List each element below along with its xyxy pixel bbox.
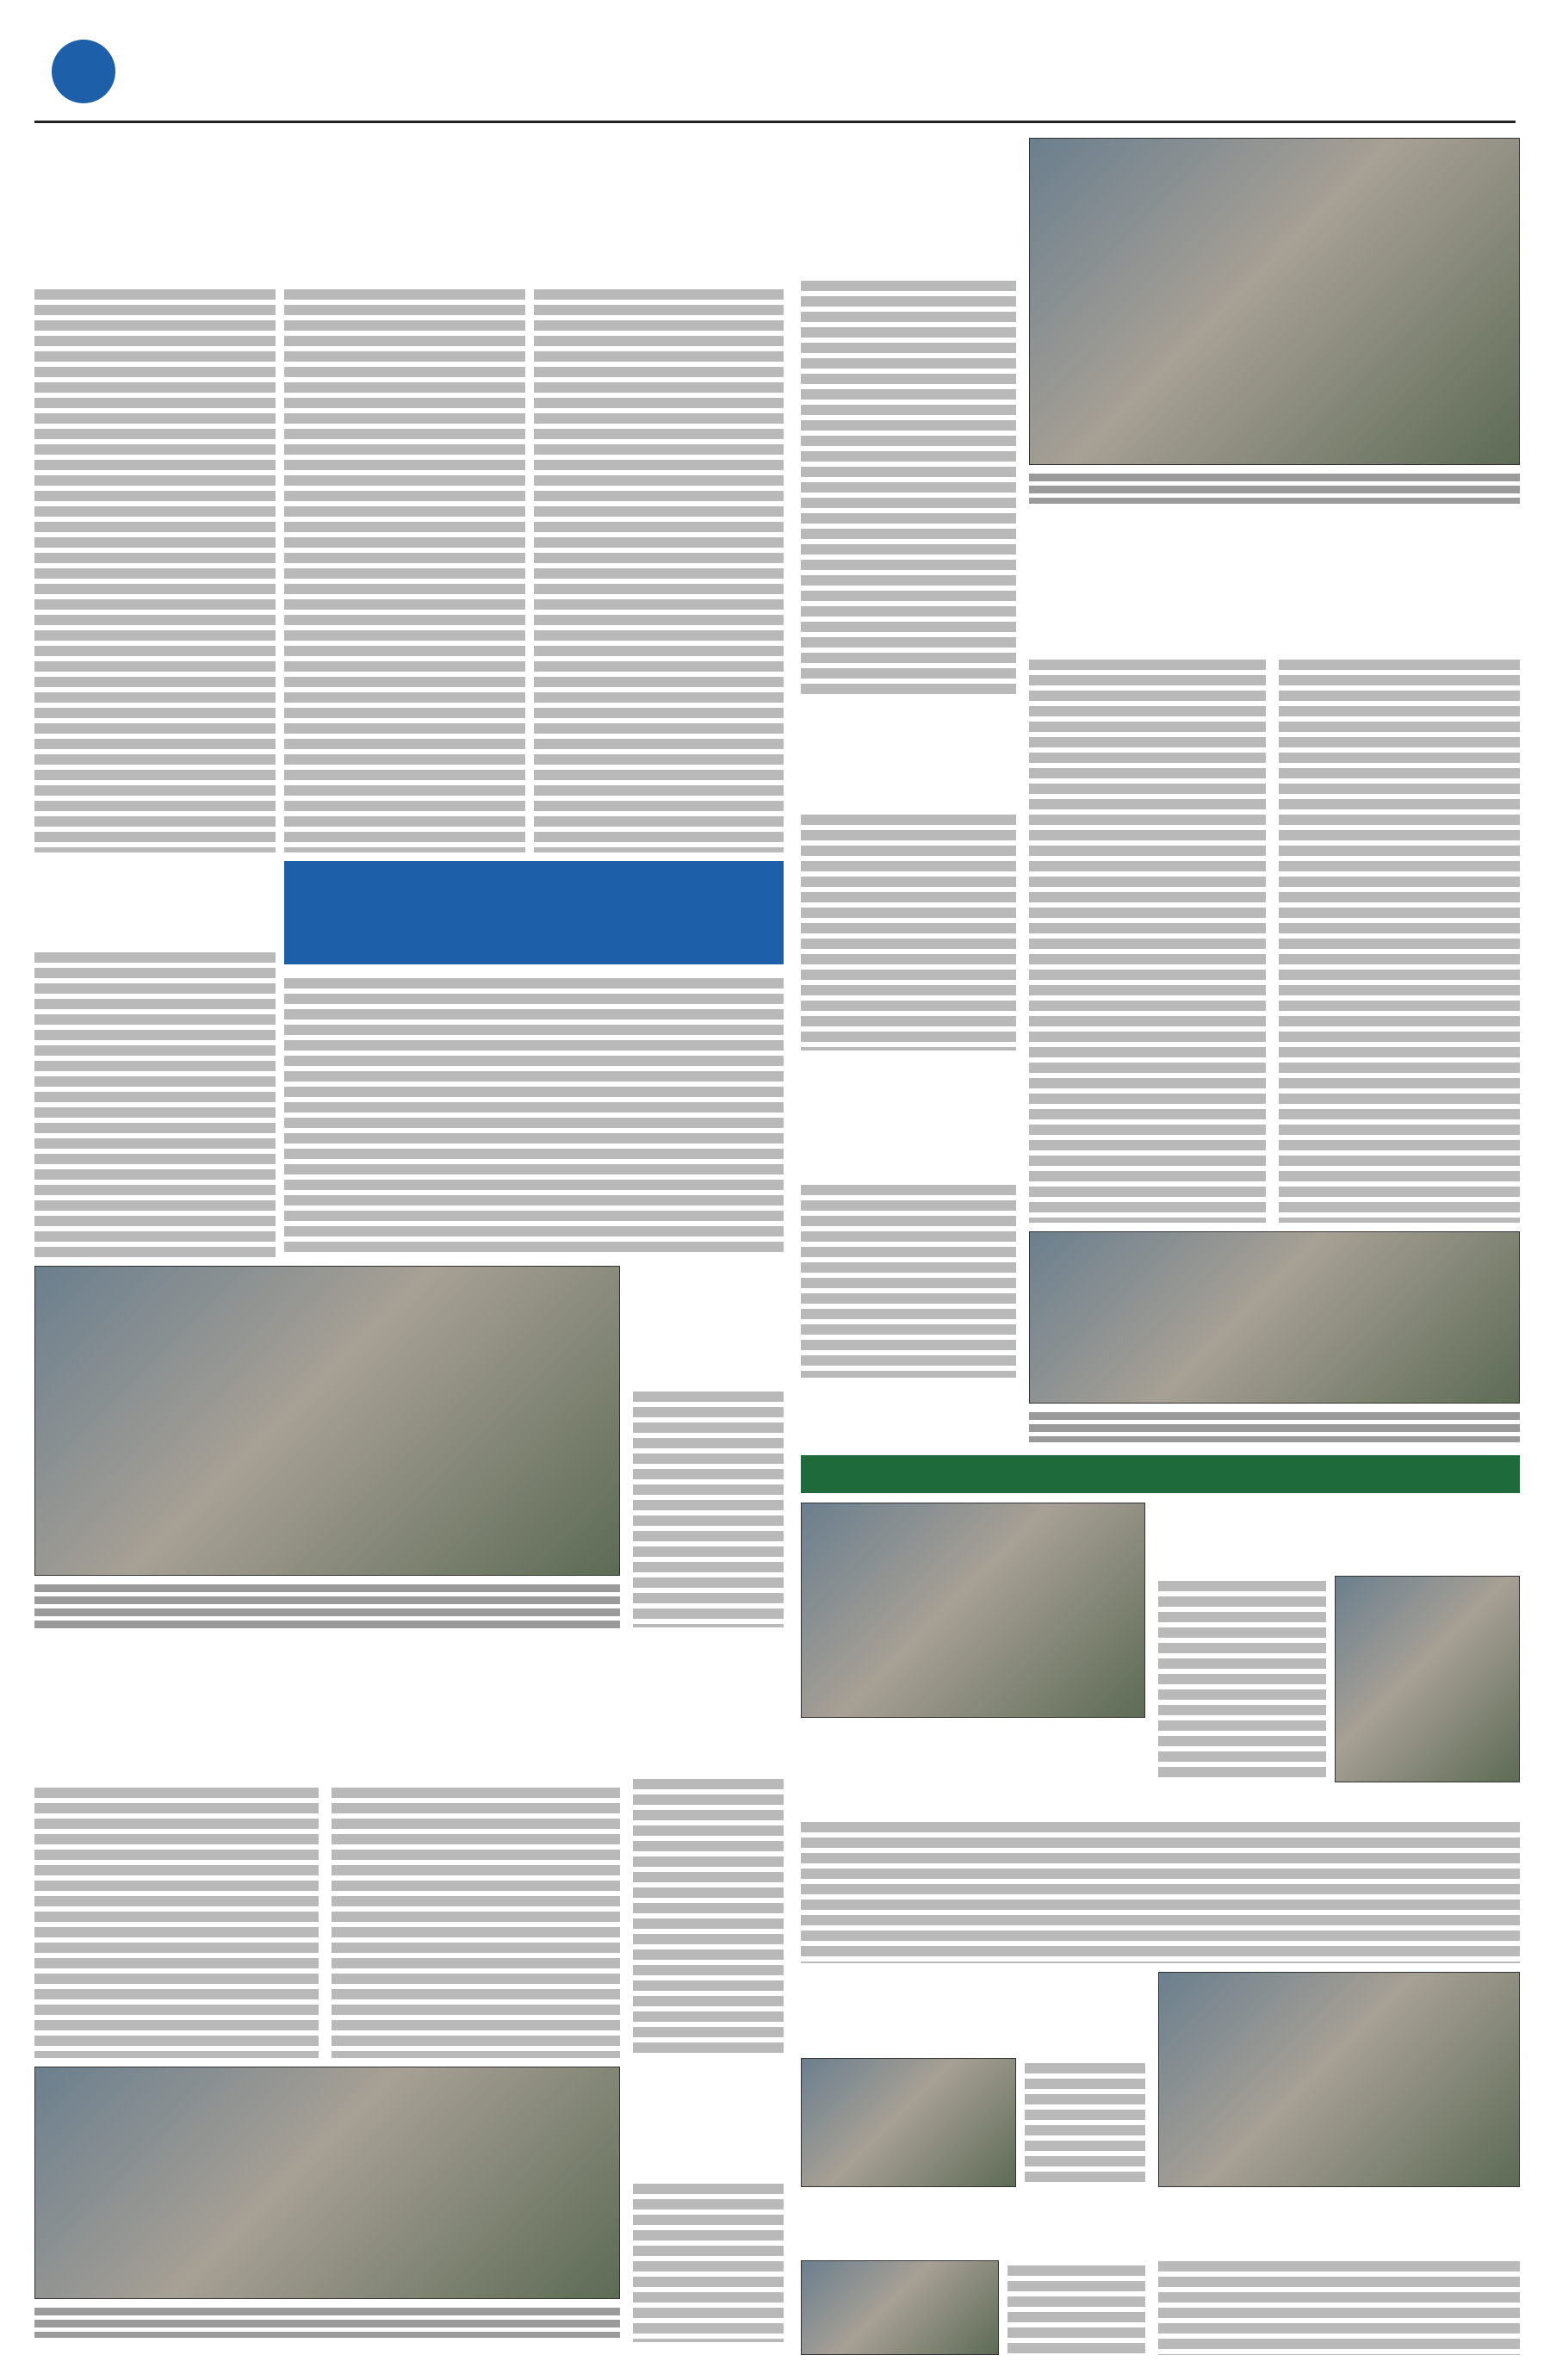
commercial-news-band: [801, 1455, 1520, 1493]
lead-story-col-1: [34, 284, 276, 852]
protest-photo: [34, 2067, 620, 2299]
pond-drowning-headline: [801, 706, 1016, 801]
teesta-col-1: [34, 1782, 319, 2058]
lead-story-col-2: [284, 284, 525, 852]
bank-award-caption: [34, 1580, 620, 1632]
realme-headline: [1158, 1503, 1520, 1571]
arrest-story: [801, 276, 1016, 697]
vivo-story: [1025, 2058, 1145, 2187]
college-ceremony-headline: [801, 1059, 1016, 1171]
islami-bank-story: [1158, 2256, 1520, 2355]
nameplate: [1249, 26, 1524, 112]
arrest-headline: [801, 138, 1016, 267]
puja-security-photo: [1029, 138, 1520, 465]
college-ceremony-story: [801, 1180, 1016, 1378]
drug-arrest-headline: [633, 2067, 784, 2170]
lead-headline: [34, 138, 784, 276]
ada-lovelace-story: [801, 1817, 1520, 1963]
teesta-col-2: [332, 1782, 620, 2058]
rakab-headline: [633, 1645, 784, 1765]
university-lab-photo: [801, 1503, 1145, 1718]
vivo-headline: [801, 1972, 1145, 2049]
journalist-meeting-headline: [633, 1266, 784, 1378]
rakab-story: [633, 1774, 784, 2058]
port-closure-headline: [284, 861, 784, 964]
masthead-rule: [34, 121, 1516, 123]
realme-phone-photo: [1335, 1576, 1520, 1782]
varendra-alumni-photo: [1158, 1972, 1520, 2187]
rice-sale-col-1: [1029, 654, 1266, 1223]
section-number-badge: [52, 40, 115, 103]
drug-arrest-story: [633, 2179, 784, 2342]
port-closure-story: [284, 973, 784, 1257]
college-ceremony-photo: [1029, 1231, 1520, 1404]
section-name-logo: [129, 43, 422, 103]
walton-headline: [801, 2196, 1145, 2256]
walton-photo: [801, 2260, 999, 2355]
vivo-phone-photo: [801, 2058, 1016, 2187]
fish-seminar-story: [34, 947, 276, 1257]
lead-story-col-3: [534, 284, 784, 852]
pond-drowning-story: [801, 809, 1016, 1051]
rice-sale-headline: [1029, 517, 1520, 646]
fish-seminar-headline: [34, 861, 276, 939]
protest-caption: [34, 2303, 620, 2338]
varendra-alumni-headline: [1158, 2196, 1520, 2247]
walton-story: [1008, 2260, 1145, 2355]
journalist-meeting-story: [633, 1386, 784, 1627]
ada-lovelace-headline: [801, 1722, 1145, 1808]
college-ceremony-caption: [1029, 1408, 1520, 1442]
rice-sale-col-2: [1279, 654, 1520, 1223]
puja-security-caption: [1029, 469, 1520, 504]
teesta-headline: [34, 1645, 620, 1774]
realme-story: [1158, 1576, 1326, 1782]
bank-award-photo: [34, 1266, 620, 1576]
